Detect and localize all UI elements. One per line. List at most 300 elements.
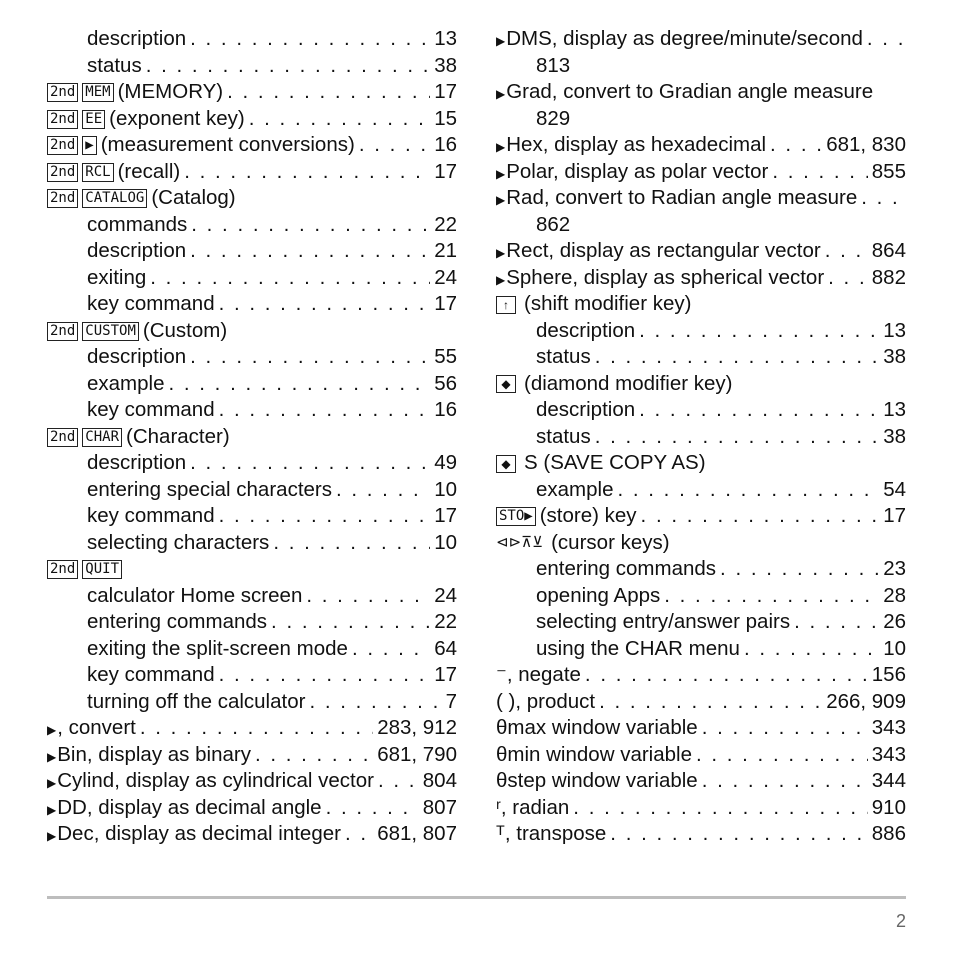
entry-term bbox=[496, 715, 698, 742]
entry-term bbox=[47, 821, 341, 850]
index-entry bbox=[496, 795, 906, 822]
index-entry-continuation bbox=[496, 53, 906, 80]
entry-term bbox=[47, 768, 374, 797]
index-entry bbox=[496, 159, 906, 186]
entry-term bbox=[536, 424, 591, 451]
entry-text: exiting bbox=[87, 265, 147, 289]
leader-dots bbox=[255, 742, 373, 769]
leader-dots bbox=[150, 265, 430, 292]
calculator-key-icon: QUIT bbox=[82, 560, 122, 579]
entry-text: key command bbox=[87, 292, 215, 315]
index-entry bbox=[496, 79, 906, 106]
page-reference: 10 bbox=[883, 636, 906, 660]
entry-text: (cursor keys) bbox=[551, 530, 670, 554]
entry-term bbox=[87, 636, 348, 663]
entry-text: ( ), product bbox=[496, 689, 596, 713]
entry-text: entering special characters bbox=[87, 477, 332, 501]
index-entry bbox=[496, 26, 906, 53]
leader-dots bbox=[639, 318, 879, 345]
index-entry bbox=[47, 768, 457, 795]
page-reference: 24 bbox=[434, 265, 457, 289]
leader-dots bbox=[190, 26, 430, 53]
index-entry bbox=[496, 715, 906, 742]
entry-term bbox=[47, 715, 136, 744]
index-entry bbox=[496, 636, 906, 663]
entry-text: Cylind, display as cylindrical vector bbox=[57, 769, 374, 792]
leader-dots bbox=[326, 795, 419, 822]
page-reference: 13 bbox=[883, 398, 906, 421]
calculator-key-icon: 2nd bbox=[47, 83, 78, 102]
convert-arrow-icon: ▶ bbox=[496, 87, 506, 101]
leader-dots bbox=[190, 344, 430, 371]
index-entry bbox=[496, 291, 906, 318]
entry-term bbox=[536, 344, 591, 371]
convert-arrow-icon: ▶ bbox=[496, 140, 506, 154]
page-reference: 13 bbox=[883, 318, 906, 342]
page-reference: 266, 909 bbox=[826, 689, 906, 713]
index-entry bbox=[496, 689, 906, 716]
calculator-key-icon: STO▶ bbox=[496, 507, 536, 526]
page-reference: 54 bbox=[883, 477, 906, 501]
entry-text: key command bbox=[87, 504, 215, 527]
entry-term bbox=[87, 662, 215, 689]
convert-arrow-icon: ▶ bbox=[47, 723, 57, 737]
page-reference: 49 bbox=[434, 451, 457, 474]
entry-term bbox=[536, 397, 635, 424]
entry-text: DMS, display as degree/minute/second bbox=[506, 27, 863, 50]
index-entry bbox=[47, 265, 457, 292]
entry-term bbox=[47, 742, 251, 771]
convert-arrow-icon: ▶ bbox=[496, 166, 506, 181]
index-entry bbox=[47, 715, 457, 742]
leader-dots bbox=[140, 715, 373, 742]
entry-term bbox=[87, 503, 215, 530]
entry-term bbox=[496, 768, 698, 795]
entry-text: commands bbox=[87, 212, 188, 236]
index-entry bbox=[496, 503, 906, 530]
page-reference: 56 bbox=[434, 371, 457, 395]
page-reference: 681, 790 bbox=[377, 742, 457, 766]
entry-term bbox=[496, 742, 692, 769]
entry-text: key command bbox=[87, 398, 215, 421]
index-entry bbox=[47, 821, 457, 848]
leader-dots bbox=[191, 212, 430, 239]
entry-text: DD, display as decimal angle bbox=[57, 795, 322, 819]
calculator-key-icon: RCL bbox=[82, 163, 113, 182]
convert-arrow-icon: ▶ bbox=[496, 193, 506, 207]
leader-dots bbox=[309, 689, 441, 716]
leader-dots bbox=[190, 450, 430, 477]
entry-term bbox=[87, 530, 269, 557]
convert-arrow-icon: ▶ bbox=[47, 776, 57, 790]
index-entry bbox=[47, 662, 457, 689]
index-entry bbox=[47, 503, 457, 530]
index-entry bbox=[496, 450, 906, 477]
entry-text: selecting entry/answer pairs bbox=[536, 610, 791, 633]
entry-text: (recall) bbox=[117, 159, 181, 183]
page-reference: 55 bbox=[434, 345, 457, 368]
modifier-key-icon: ◆ bbox=[496, 455, 516, 473]
entry-text: description bbox=[87, 451, 187, 474]
index-entry bbox=[47, 26, 457, 53]
entry-text: example bbox=[87, 371, 165, 395]
calculator-key-icon: MEM bbox=[82, 83, 113, 102]
leader-dots bbox=[702, 768, 868, 795]
entry-text: selecting characters bbox=[87, 530, 270, 554]
entry-text: Sphere, display as spherical vector bbox=[506, 265, 825, 289]
index-entry bbox=[496, 583, 906, 610]
entry-term bbox=[87, 609, 267, 636]
convert-arrow-icon: ▶ bbox=[47, 749, 57, 764]
entry-term bbox=[496, 238, 821, 267]
index-entry bbox=[47, 291, 457, 318]
index-entry bbox=[47, 530, 457, 557]
index-entry bbox=[47, 636, 457, 663]
page-reference: 855 bbox=[871, 159, 906, 183]
index-entry bbox=[496, 768, 906, 795]
modifier-key-icon: ↑ bbox=[496, 296, 516, 314]
entry-text: turning off the calculator bbox=[87, 689, 306, 713]
page-reference: 681, 807 bbox=[377, 822, 457, 845]
entry-term bbox=[536, 609, 790, 636]
leader-dots bbox=[825, 238, 868, 265]
index-entry bbox=[47, 238, 457, 265]
leader-dots bbox=[595, 344, 879, 371]
index-entry bbox=[47, 212, 457, 239]
leader-dots bbox=[345, 821, 373, 848]
entry-text: status bbox=[87, 53, 142, 77]
page-reference: 64 bbox=[434, 636, 457, 660]
page-reference: 22 bbox=[434, 610, 457, 633]
leader-dots bbox=[618, 477, 880, 504]
entry-text: θmin window variable bbox=[496, 742, 692, 766]
leader-dots bbox=[273, 530, 430, 557]
leader-dots bbox=[828, 265, 868, 292]
entry-term bbox=[496, 821, 606, 848]
index-entry bbox=[496, 556, 906, 583]
entry-text: key command bbox=[87, 663, 215, 686]
footer-rule bbox=[47, 896, 906, 899]
page-reference: 864 bbox=[871, 239, 906, 262]
leader-dots bbox=[378, 768, 419, 795]
page-reference: 283, 912 bbox=[377, 716, 457, 739]
entry-term bbox=[87, 26, 186, 53]
calculator-key-icon: 2nd bbox=[47, 322, 78, 341]
leader-dots bbox=[794, 609, 879, 636]
entry-text: θstep window variable bbox=[496, 769, 698, 792]
index-entry bbox=[47, 583, 457, 610]
calculator-key-icon: CUSTOM bbox=[82, 322, 139, 341]
entry-text: status bbox=[536, 345, 591, 368]
page-reference: 22 bbox=[434, 212, 457, 236]
leader-dots bbox=[610, 821, 867, 848]
index-entry bbox=[47, 53, 457, 80]
leader-dots bbox=[352, 636, 430, 663]
leader-dots bbox=[599, 689, 822, 716]
index-entry-continuation bbox=[496, 106, 906, 133]
entry-term bbox=[87, 371, 165, 398]
entry-term bbox=[47, 795, 322, 824]
page-reference: 17 bbox=[434, 504, 457, 527]
entry-term bbox=[87, 344, 186, 371]
calculator-key-icon: 2nd bbox=[47, 560, 78, 579]
leader-dots bbox=[867, 26, 902, 53]
entry-term bbox=[47, 159, 180, 186]
entry-term bbox=[536, 556, 716, 583]
entry-term bbox=[496, 159, 768, 188]
index-entry bbox=[496, 742, 906, 769]
entry-term bbox=[87, 477, 332, 504]
entry-text: (MEMORY) bbox=[117, 80, 224, 103]
entry-term bbox=[496, 265, 824, 294]
index-entry bbox=[47, 159, 457, 186]
index-entry bbox=[47, 556, 457, 583]
convert-arrow-icon: ▶ bbox=[496, 34, 506, 48]
index-entry bbox=[496, 132, 906, 159]
leader-dots bbox=[664, 583, 879, 610]
calculator-key-icon: CATALOG bbox=[82, 189, 147, 208]
index-column-left bbox=[47, 26, 457, 848]
entry-text: Polar, display as polar vector bbox=[506, 159, 769, 183]
entry-term bbox=[87, 689, 305, 716]
leader-dots bbox=[861, 185, 902, 212]
entry-text: Hex, display as hexadecimal bbox=[506, 133, 767, 156]
page-reference: 910 bbox=[871, 795, 906, 819]
entry-term bbox=[87, 265, 146, 292]
entry-text: S (SAVE COPY AS) bbox=[524, 451, 706, 474]
leader-dots bbox=[702, 715, 868, 742]
page-reference: 681, 830 bbox=[826, 133, 906, 156]
page-reference: 24 bbox=[434, 583, 457, 607]
page-reference: 38 bbox=[434, 53, 457, 77]
leader-dots bbox=[585, 662, 868, 689]
page-reference: 343 bbox=[871, 716, 906, 739]
entry-text: Rect, display as rectangular vector bbox=[506, 239, 821, 262]
index-entry bbox=[496, 530, 906, 557]
page-reference: 38 bbox=[883, 345, 906, 368]
entry-text: entering commands bbox=[536, 557, 717, 580]
page-reference: 23 bbox=[883, 557, 906, 580]
page-reference: 17 bbox=[434, 663, 457, 686]
entry-text: , convert bbox=[57, 716, 136, 739]
entry-term bbox=[496, 795, 569, 822]
index-entry bbox=[496, 477, 906, 504]
entry-text: description bbox=[87, 239, 187, 262]
leader-dots bbox=[219, 662, 431, 689]
index-entry bbox=[47, 318, 457, 345]
page-reference: 344 bbox=[871, 769, 906, 792]
leader-dots bbox=[306, 583, 430, 610]
leader-dots bbox=[595, 424, 879, 451]
entry-term bbox=[87, 291, 215, 318]
page-reference: 829 bbox=[536, 106, 571, 130]
index-entry bbox=[47, 689, 457, 716]
page-reference: 16 bbox=[434, 398, 457, 421]
index-entry bbox=[47, 477, 457, 504]
leader-dots bbox=[190, 238, 430, 265]
index-entry bbox=[47, 185, 457, 212]
calculator-key-icon: 2nd bbox=[47, 189, 78, 208]
index-entry bbox=[496, 344, 906, 371]
modifier-key-icon: ◆ bbox=[496, 375, 516, 393]
index-entry bbox=[47, 106, 457, 133]
calculator-key-icon: 2nd bbox=[47, 110, 78, 129]
leader-dots bbox=[720, 556, 879, 583]
index-entry bbox=[47, 795, 457, 822]
page-reference: 804 bbox=[422, 769, 457, 792]
leader-dots bbox=[770, 132, 822, 159]
convert-arrow-icon: ▶ bbox=[496, 246, 506, 260]
page-reference: 343 bbox=[871, 742, 906, 766]
index-entry bbox=[47, 450, 457, 477]
entry-term bbox=[87, 238, 186, 265]
leader-dots bbox=[336, 477, 430, 504]
entry-text: (measurement conversions) bbox=[100, 133, 355, 156]
entry-text: example bbox=[536, 477, 614, 501]
entry-term bbox=[496, 662, 581, 689]
index-entry-continuation bbox=[496, 212, 906, 239]
index-entry bbox=[47, 397, 457, 424]
entry-text: (store) key bbox=[539, 504, 637, 527]
entry-text: Grad, convert to Gradian angle measure bbox=[506, 80, 874, 103]
entry-text: ʳ, radian bbox=[496, 795, 570, 819]
leader-dots bbox=[146, 53, 430, 80]
index-entry bbox=[496, 265, 906, 292]
index-entry bbox=[47, 742, 457, 769]
entry-text: calculator Home screen bbox=[87, 583, 303, 607]
entry-term bbox=[87, 212, 187, 239]
page-reference: 813 bbox=[536, 53, 571, 77]
index-entry bbox=[47, 424, 457, 451]
entry-text: ⁻, negate bbox=[496, 663, 581, 686]
page-reference: 10 bbox=[434, 477, 457, 501]
page-reference: 15 bbox=[434, 106, 457, 130]
entry-term bbox=[496, 689, 595, 716]
page-reference: 17 bbox=[883, 504, 906, 527]
entry-term bbox=[47, 132, 355, 159]
entry-term bbox=[496, 185, 857, 214]
calculator-key-icon: CHAR bbox=[82, 428, 122, 447]
index-entry bbox=[496, 318, 906, 345]
page-reference: 886 bbox=[871, 822, 906, 845]
entry-text: description bbox=[87, 345, 187, 368]
entry-text: Rad, convert to Radian angle measure bbox=[506, 186, 858, 209]
leader-dots bbox=[639, 397, 879, 424]
index-column-right bbox=[496, 26, 906, 848]
cursor-keys-icon: ⊲⊳⊼⊻ bbox=[496, 534, 544, 552]
leader-dots bbox=[696, 742, 868, 769]
index-entry bbox=[496, 821, 906, 848]
entry-text: θmax window variable bbox=[496, 716, 698, 739]
page-reference: 21 bbox=[434, 239, 457, 262]
page-reference: 17 bbox=[434, 159, 457, 183]
leader-dots bbox=[184, 159, 430, 186]
entry-term bbox=[496, 26, 863, 55]
entry-text: entering commands bbox=[87, 610, 268, 633]
convert-arrow-icon: ▶ bbox=[47, 829, 57, 843]
index-entry bbox=[496, 424, 906, 451]
entry-term bbox=[87, 53, 142, 80]
entry-text: (shift modifier key) bbox=[524, 292, 692, 315]
leader-dots bbox=[271, 609, 430, 636]
index-entry bbox=[47, 371, 457, 398]
entry-text: (Character) bbox=[126, 424, 230, 448]
leader-dots bbox=[744, 636, 879, 663]
convert-arrow-icon: ▶ bbox=[496, 272, 506, 287]
entry-text: opening Apps bbox=[536, 583, 661, 607]
entry-term bbox=[496, 503, 637, 530]
entry-term bbox=[87, 583, 302, 610]
calculator-key-icon: 2nd bbox=[47, 136, 78, 155]
entry-text: description bbox=[87, 27, 187, 50]
page-number: 2 bbox=[895, 911, 906, 931]
calculator-key-icon: 2nd bbox=[47, 163, 78, 182]
calculator-key-icon: ▶ bbox=[82, 136, 96, 155]
page-reference: 38 bbox=[883, 424, 906, 448]
entry-text: Dec, display as decimal integer bbox=[57, 822, 341, 845]
entry-text: exiting the split-screen mode bbox=[87, 636, 348, 660]
index-entry bbox=[47, 132, 457, 159]
page-reference: 28 bbox=[883, 583, 906, 607]
index-entry bbox=[47, 79, 457, 106]
entry-term bbox=[87, 450, 186, 477]
page-reference: 26 bbox=[883, 610, 906, 633]
leader-dots bbox=[772, 159, 867, 186]
entry-term bbox=[496, 79, 873, 108]
page-reference: 17 bbox=[434, 80, 457, 103]
leader-dots bbox=[249, 106, 430, 133]
entry-text: (Catalog) bbox=[151, 186, 236, 209]
leader-dots bbox=[359, 132, 430, 159]
entry-text: (Custom) bbox=[142, 318, 228, 342]
page-reference: 807 bbox=[422, 795, 457, 819]
index-entry bbox=[47, 609, 457, 636]
index-entry bbox=[496, 609, 906, 636]
page-reference: 16 bbox=[434, 133, 457, 156]
page-reference: 13 bbox=[434, 27, 457, 50]
index-entry bbox=[496, 238, 906, 265]
convert-arrow-icon: ▶ bbox=[47, 802, 57, 817]
index-entry bbox=[496, 371, 906, 398]
index-entry bbox=[496, 397, 906, 424]
entry-text: (diamond modifier key) bbox=[524, 371, 733, 395]
page-reference: 882 bbox=[871, 265, 906, 289]
leader-dots bbox=[227, 79, 430, 106]
entry-term bbox=[536, 477, 614, 504]
entry-text: status bbox=[536, 424, 591, 448]
entry-text: using the CHAR menu bbox=[536, 636, 740, 660]
page-reference: 862 bbox=[536, 212, 571, 236]
leader-dots bbox=[219, 291, 431, 318]
calculator-key-icon: EE bbox=[82, 110, 105, 129]
entry-text: (exponent key) bbox=[109, 106, 245, 130]
index-entry bbox=[496, 185, 906, 212]
page-reference: 17 bbox=[434, 292, 457, 315]
leader-dots bbox=[573, 795, 867, 822]
leader-dots bbox=[219, 503, 431, 530]
page-reference: 156 bbox=[871, 663, 906, 686]
entry-term bbox=[47, 106, 245, 133]
page-reference: 7 bbox=[445, 689, 457, 713]
entry-term bbox=[536, 636, 740, 663]
entry-text: description bbox=[536, 318, 636, 342]
leader-dots bbox=[219, 397, 431, 424]
entry-term bbox=[496, 132, 766, 161]
leader-dots bbox=[641, 503, 880, 530]
leader-dots bbox=[169, 371, 431, 398]
entry-term bbox=[536, 583, 660, 610]
page-reference: 10 bbox=[434, 530, 457, 554]
